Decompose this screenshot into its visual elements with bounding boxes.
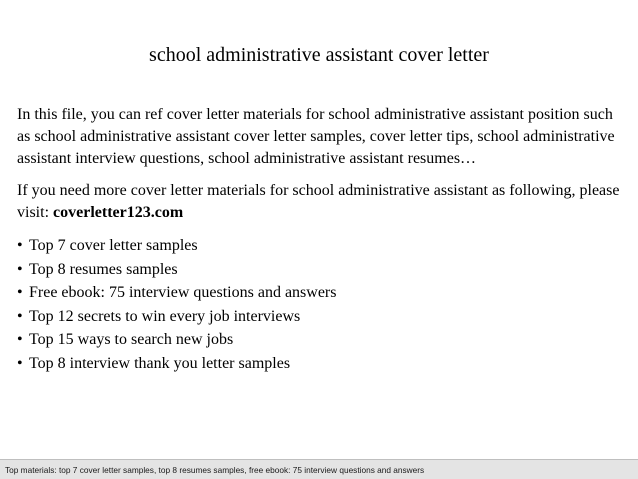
coverletter-site-link[interactable]: coverletter123.com bbox=[53, 204, 184, 221]
bullet-icon: • bbox=[17, 237, 23, 254]
bullet-icon: • bbox=[17, 284, 23, 301]
materials-list bbox=[17, 234, 622, 375]
bullet-icon: • bbox=[17, 307, 23, 325]
list-item-label: Top 7 cover letter samples bbox=[29, 237, 198, 254]
list-item bbox=[17, 305, 622, 329]
more-materials-paragraph bbox=[17, 180, 622, 224]
footer-bar: Top materials: top 7 cover letter samples, top 8 resumes samples, free ebook: 75 interview questions and answers bbox=[0, 459, 638, 479]
list-item bbox=[17, 234, 622, 258]
list-item bbox=[17, 258, 622, 282]
more-materials-text: If you need more cover letter materials for school administrative assistant as following, please visit: bbox=[17, 182, 620, 221]
list-item-label: Top 15 ways to search new jobs bbox=[29, 331, 234, 348]
list-item bbox=[17, 352, 622, 376]
slide-body bbox=[17, 104, 622, 375]
list-item-label: Free ebook: 75 interview questions and answers bbox=[29, 284, 337, 301]
list-item bbox=[17, 328, 622, 352]
slide-title: school administrative assistant cover letter bbox=[149, 44, 489, 66]
intro-paragraph: In this file, you can ref cover letter materials for school administrative assistant position such as school administrative assistant cover letter samples, cover letter tips, school administrative assistant interview questions, school administrative assistant resumes… bbox=[17, 106, 615, 167]
list-item bbox=[17, 281, 622, 305]
list-item-label: Top 8 resumes samples bbox=[29, 260, 178, 278]
list-item-label: Top 12 secrets to win every job interviews bbox=[29, 307, 301, 325]
bullet-icon: • bbox=[17, 354, 23, 372]
list-item-label: Top 8 interview thank you letter samples bbox=[29, 354, 291, 372]
bullet-icon: • bbox=[17, 331, 23, 348]
bullet-icon: • bbox=[17, 260, 23, 278]
